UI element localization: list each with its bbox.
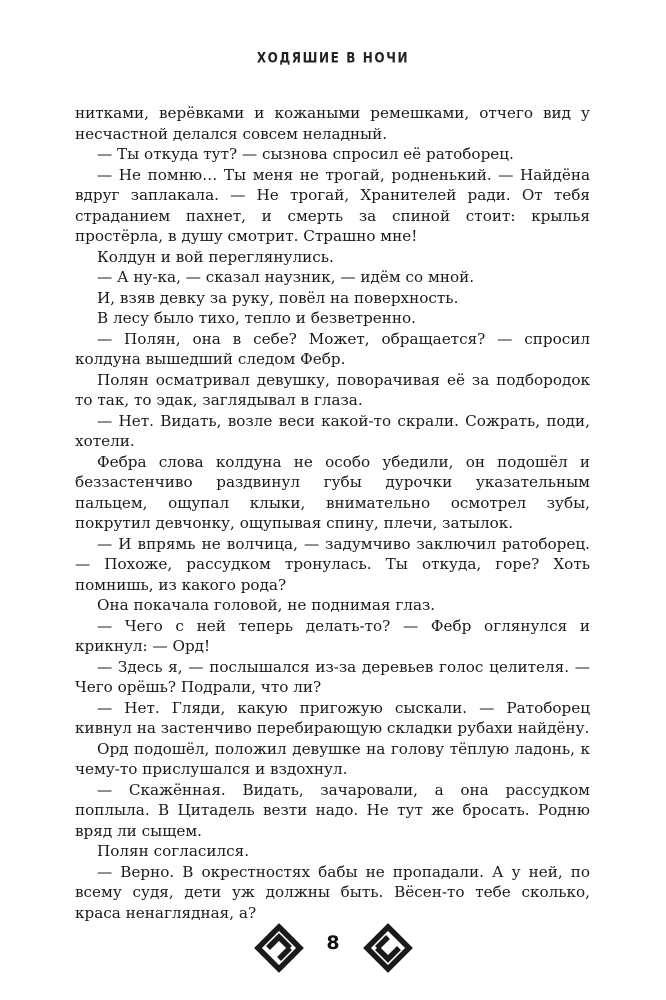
paragraph: — Чего с ней теперь делать-то? — Фебр оглянулся и крикнул: — Орд! xyxy=(75,616,590,655)
ornament-strokes xyxy=(258,927,300,969)
running-head: ХОДЯШИЕ В НОЧИ xyxy=(256,49,410,67)
paragraph: — А ну-ка, — сказал наузник, — идём со мной. xyxy=(97,268,475,286)
paragraph: Полян согласился. xyxy=(97,842,250,860)
ornament-strokes xyxy=(367,927,409,969)
page-number: 8 xyxy=(326,932,340,954)
paragraph: — Нет. Видать, возле веси какой-то скрали. Сожрать, поди, хотели. xyxy=(75,411,590,450)
ornament-inner-top xyxy=(268,937,290,948)
paragraph: В лесу было тихо, тепло и безветренно. xyxy=(97,309,416,327)
paragraph: Полян осматривал девушку, поворачивая её за подбородок то так, то эдак, заглядывал в глаза. xyxy=(75,370,590,409)
paragraph: Она покачала головой, не поднимая глаз. xyxy=(97,596,436,614)
page-footer xyxy=(0,915,666,975)
knot-ornament-icon xyxy=(254,923,304,973)
paragraph: — Скажённая. Видать, зачаровали, а она рассудком поплыла. В Цитадель везти надо. Не тут же бросать. Родню вряд ли сыщем. xyxy=(75,780,590,840)
paragraph: Фебра слова колдуна не особо убедили, он подошёл и беззастенчиво раздвинул губы дурочки указательным пальцем, ощупал клыки, внимательно осмотрел зубы, покрутил девчонку, ощупывая спину, плечи, затылок. xyxy=(75,452,590,532)
paragraph: нитками, верёвками и кожаными ремешками, отчего вид у несчастной делался совсем неладный. xyxy=(75,104,590,143)
paragraph: — Нет. Гляди, какую пригожую сыскали. — Ратоборец кивнул на застенчиво перебирающую складки рубахи найдёну. xyxy=(75,698,590,737)
body-text xyxy=(75,103,590,923)
paragraph: Орд подошёл, положил девушке на голову тёплую ладонь, к чему-то прислушался и вздохнул. xyxy=(75,739,590,778)
paragraph: — Ты откуда тут? — сызнова спросил её ратоборец. xyxy=(97,145,514,163)
paragraph: — Не помню… Ты меня не трогай, родненький. — Найдёна вдруг заплакала. — Не трогай, Хранителей ради. От тебя страданием пахнет, и смерть за спиной стоит: крылья простёрла, в душу смотрит. Страшно мне! xyxy=(75,165,590,245)
paragraph: — И впрямь не волчица, — задумчиво заключил ратоборец. — Похоже, рассудком тронулась. Ты откуда, горе? Хоть помнишь, из какого рода? xyxy=(75,534,590,594)
ornament-inner-bottom xyxy=(377,948,399,959)
paragraph: — Полян, она в себе? Может, обращается? — спросил колдуна вышедший следом Фебр. xyxy=(75,329,590,368)
paragraph: И, взяв девку за руку, повёл на поверхность. xyxy=(97,288,459,307)
paragraph: — Здесь я, — послышался из-за деревьев голос целителя. — Чего орёшь? Подрали, что ли? xyxy=(75,657,590,696)
knot-ornament-icon xyxy=(363,923,413,973)
paragraph: Колдун и вой переглянулись. xyxy=(97,247,334,266)
paragraph: — Верно. В окрестностях бабы не пропадали. А у ней, по всему судя, дети уж должны быть. Вёсен-то тебе сколько, краса ненаглядная, а? xyxy=(75,862,590,922)
